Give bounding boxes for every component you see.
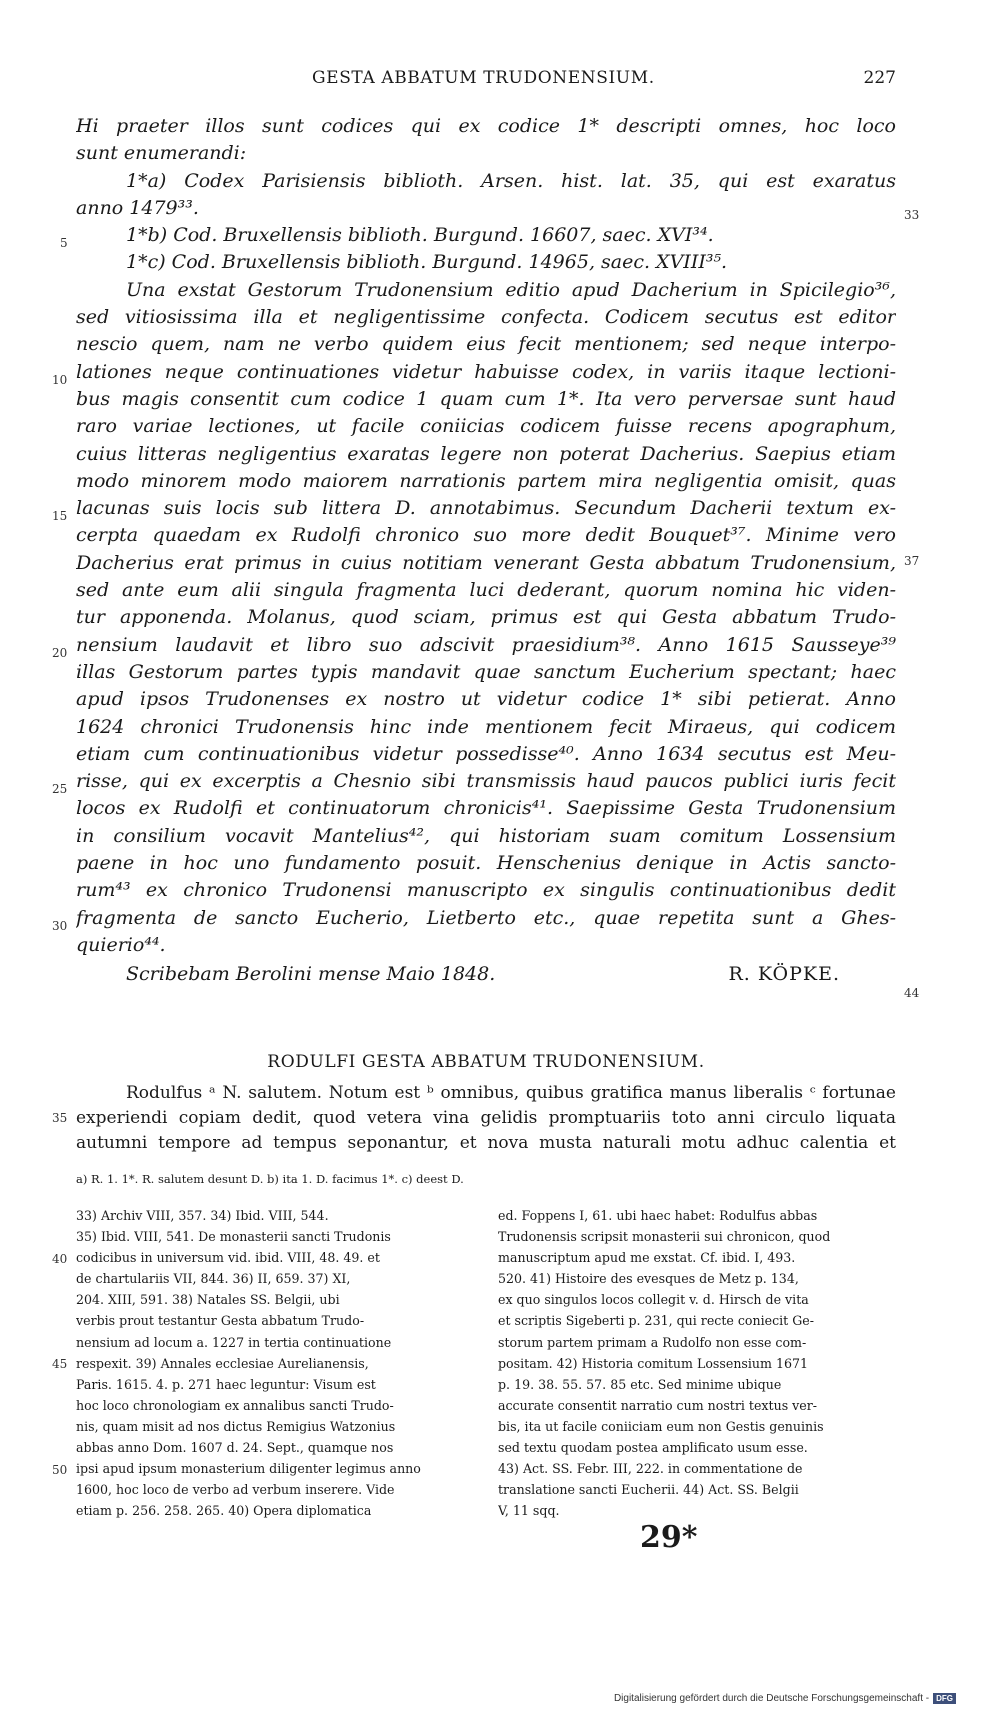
footnote-line: Paris. 1615. 4. p. 271 haec leguntur: Visum est xyxy=(76,1376,376,1392)
text-line: etiam cum continuationibus videtur possedisse⁴⁰. Anno 1634 secutus est Meu- xyxy=(76,742,896,765)
line-number: 25 xyxy=(52,782,68,796)
footnote-line: sed textu quodam postea amplificato usum esse. xyxy=(498,1440,808,1456)
text-line: illas Gestorum partes typis mandavit quae sanctum Eucherium spectant; haec xyxy=(76,660,896,683)
text-line: sunt enumerandi: xyxy=(76,142,247,165)
text-line: bus magis consentit cum codice 1 quam cum 1*. Ita vero perversae sunt haud xyxy=(76,387,896,410)
page-number: 227 xyxy=(863,68,896,88)
text-line: anno 1479³³. xyxy=(76,196,199,219)
line-number: 40 xyxy=(52,1252,68,1266)
footnote-line: bis, ita ut facile coniiciam eum non Gestis genuinis xyxy=(498,1418,824,1434)
footnote-line: Trudonensis scripsit monasterii sui chronicon, quod xyxy=(498,1229,831,1245)
text-line: 1*a) Codex Parisiensis biblioth. Arsen. hist. lat. 35, qui est exaratus xyxy=(126,169,896,192)
margin-reference: 33 xyxy=(904,208,920,222)
running-title: GESTA ABBATUM TRUDONENSIUM. xyxy=(312,68,655,88)
text-line: in consilium vocavit Mantelius⁴², qui historiam suam comitum Lossensium xyxy=(76,824,896,847)
footnote-line: nis, quam misit ad nos dictus Remigius Watzonius xyxy=(76,1418,396,1434)
text-line: Dacherius erat primus in cuius notitiam venerant Gesta abbatum Trudonensium, xyxy=(76,551,896,574)
text-line: 1*c) Cod. Bruxellensis biblioth. Burgund. 14965, saec. XVIII³⁵. xyxy=(126,251,728,274)
footnote-line: codicibus in universum vid. ibid. VIII, 48. 49. et xyxy=(76,1250,380,1266)
line-number: 35 xyxy=(52,1111,68,1125)
footnote-line: V, 11 sqq. xyxy=(498,1503,560,1519)
text-line: locos ex Rudolfi et continuatorum chronicis⁴¹. Saepissime Gesta Trudonensium xyxy=(76,797,896,820)
footnote-line: respexit. 39) Annales ecclesiae Aurelianensis, xyxy=(76,1355,369,1371)
text-line: fragmenta de sancto Eucherio, Lietberto etc., quae repetita sunt a Ghes- xyxy=(76,906,896,929)
footnote-line: de chartulariis VII, 844. 36) II, 659. 37) XI, xyxy=(76,1271,351,1287)
text-line: Rodulfus ᵃ N. salutem. Notum est ᵇ omnibus, quibus gratifica manus liberalis ᶜ fortunae xyxy=(126,1083,896,1103)
line-number: 10 xyxy=(52,373,68,387)
text-line: autumni tempore ad tempus seponantur, et nova musta naturali motu adhuc calentia et xyxy=(76,1133,896,1153)
text-line: paene in hoc uno fundamento posuit. Henschenius denique in Actis sancto- xyxy=(76,852,896,875)
footnote-line: hoc loco chronologiam ex annalibus sancti Trudo- xyxy=(76,1397,394,1413)
footnote-line: 33) Archiv VIII, 357. 34) Ibid. VIII, 544. xyxy=(76,1208,329,1223)
signature xyxy=(76,959,896,990)
line-number: 5 xyxy=(60,236,68,250)
dfg-logo: DFG xyxy=(933,1693,956,1704)
footnote-line: positam. 42) Historia comitum Lossensium 1671 xyxy=(498,1355,809,1371)
footnote-line: ed. Foppens I, 61. ubi haec habet: Rodulfus abbas xyxy=(498,1208,818,1223)
text-line: sed vitiosissima illa et negligentissime confecta. Codicem secutus est editor xyxy=(76,306,896,329)
section-title: RODULFI GESTA ABBATUM TRUDONENSIUM. xyxy=(267,1052,705,1072)
page-header xyxy=(76,68,896,98)
text-line: lacunas suis locis sub littera D. annotabimus. Secundum Dacherii textum ex- xyxy=(76,497,896,520)
footnote-line: etiam p. 256. 258. 265. 40) Opera diplomatica xyxy=(76,1503,372,1519)
digitization-credit xyxy=(614,1693,956,1704)
footnote-line: et scriptis Sigeberti p. 231, qui recte coniecit Ge- xyxy=(498,1313,814,1329)
text-line: experiendi copiam dedit, quod vetera vina gelidis promptuariis toto anni circulo liquata xyxy=(76,1108,896,1128)
footnote-line: abbas anno Dom. 1607 d. 24. Sept., quamque nos xyxy=(76,1440,394,1456)
text-line: quierio⁴⁴. xyxy=(76,933,166,956)
text-line: Una exstat Gestorum Trudonensium editio apud Dacherium in Spicilegio³⁶, xyxy=(126,278,896,301)
footnote-line: manuscriptum apud me exstat. Cf. ibid. I, 493. xyxy=(498,1250,796,1266)
footnote-line: ipsi apud ipsum monasterium diligenter legimus anno xyxy=(76,1461,421,1477)
footnote-line: verbis prout testantur Gesta abbatum Trudo- xyxy=(76,1313,365,1329)
credit-text: Digitalisierung gefördert durch die Deutsche Forschungsgemeinschaft - xyxy=(613,1693,930,1705)
line-number: 45 xyxy=(52,1357,68,1371)
text-line: cuius litteras negligentius exaratas legere non poterat Dacherius. Saepius etiam xyxy=(76,442,896,465)
footnote-line: translatione sancti Eucherii. 44) Act. SS. Belgii xyxy=(498,1482,799,1498)
text-line: Hi praeter illos sunt codices qui ex codice 1* descripti omnes, hoc loco xyxy=(76,115,896,137)
preface-text xyxy=(76,113,896,990)
footnote-line: 204. XIII, 591. 38) Natales SS. Belgii, ubi xyxy=(76,1292,340,1308)
footnote-line: storum partem primam a Rudolfo non esse com- xyxy=(498,1334,807,1350)
text-line: rum⁴³ ex chronico Trudonensi manuscripto ex singulis continuationibus dedit xyxy=(76,879,896,902)
text-line: nescio quem, nam ne verbo quidem eius fecit mentionem; sed neque interpo- xyxy=(76,333,896,356)
footnote-line: p. 19. 38. 55. 57. 85 etc. Sed minime ubique xyxy=(498,1376,782,1392)
text-line: apud ipsos Trudonenses ex nostro ut videtur codice 1* sibi petierat. Anno xyxy=(76,688,896,711)
text-line: cerpta quaedam ex Rudolfi chronico suo more dedit Bouquet³⁷. Minime vero xyxy=(76,524,896,547)
critical-apparatus: a) R. 1. 1*. R. salutem desunt D. b) ita 1. D. facimus 1*. c) deest D. xyxy=(76,1172,464,1186)
text-line: raro variae lectiones, ut facile coniicias codicem fuisse recens apographum, xyxy=(76,415,896,438)
footnote-line: 520. 41) Histoire des evesques de Metz p. 134, xyxy=(498,1271,799,1287)
margin-reference: 44 xyxy=(904,986,920,1000)
footnote-line: 35) Ibid. VIII, 541. De monasterii sancti Trudonis xyxy=(76,1229,391,1245)
text-line: risse, qui ex excerptis a Chesnio sibi transmissis haud paucos publici iuris fecit xyxy=(76,770,896,793)
footnotes-left-column xyxy=(76,1205,472,1521)
signature-mark: 29* xyxy=(640,1520,698,1555)
line-number: 30 xyxy=(52,919,68,933)
line-number: 20 xyxy=(52,646,68,660)
footnote-line: ex quo singulos locos collegit v. d. Hirsch de vita xyxy=(498,1292,809,1308)
edition-text xyxy=(76,1081,896,1156)
text-line: 1624 chronici Trudonensis hinc inde mentionem fecit Miraeus, qui codicem xyxy=(76,715,896,738)
signature-date: Scribebam Berolini mense Maio 1848. xyxy=(126,963,496,986)
footnotes-right-column xyxy=(498,1205,894,1521)
line-number: 50 xyxy=(52,1463,68,1477)
footnote-line: 43) Act. SS. Febr. III, 222. in commentatione de xyxy=(498,1461,803,1477)
footnote-line: 1600, hoc loco de verbo ad verbum inserere. Vide xyxy=(76,1482,395,1498)
line-number: 15 xyxy=(52,509,68,523)
text-line: lationes neque continuationes videtur habuisse codex, in variis itaque lectioni- xyxy=(76,360,896,383)
text-line: modo minorem modo maiorem narrationis partem mira negligentia omisit, quas xyxy=(76,469,896,492)
text-line: tur apponenda. Molanus, quod sciam, primus est qui Gesta abbatum Trudo- xyxy=(76,606,896,629)
margin-reference: 37 xyxy=(904,554,920,568)
signature-author: R. KÖPKE. xyxy=(728,963,840,986)
text-line: nensium laudavit et libro suo adscivit praesidium³⁸. Anno 1615 Sausseye³⁹ xyxy=(76,633,896,656)
text-line: sed ante eum alii singula fragmenta luci dederant, quorum nomina hic viden- xyxy=(76,579,896,602)
footnote-line: accurate consentit narratio cum nostri textus ver- xyxy=(498,1397,818,1413)
footnote-line: nensium ad locum a. 1227 in tertia continuatione xyxy=(76,1334,392,1350)
text-line: 1*b) Cod. Bruxellensis biblioth. Burgund. 16607, saec. XVI³⁴. xyxy=(126,224,714,247)
